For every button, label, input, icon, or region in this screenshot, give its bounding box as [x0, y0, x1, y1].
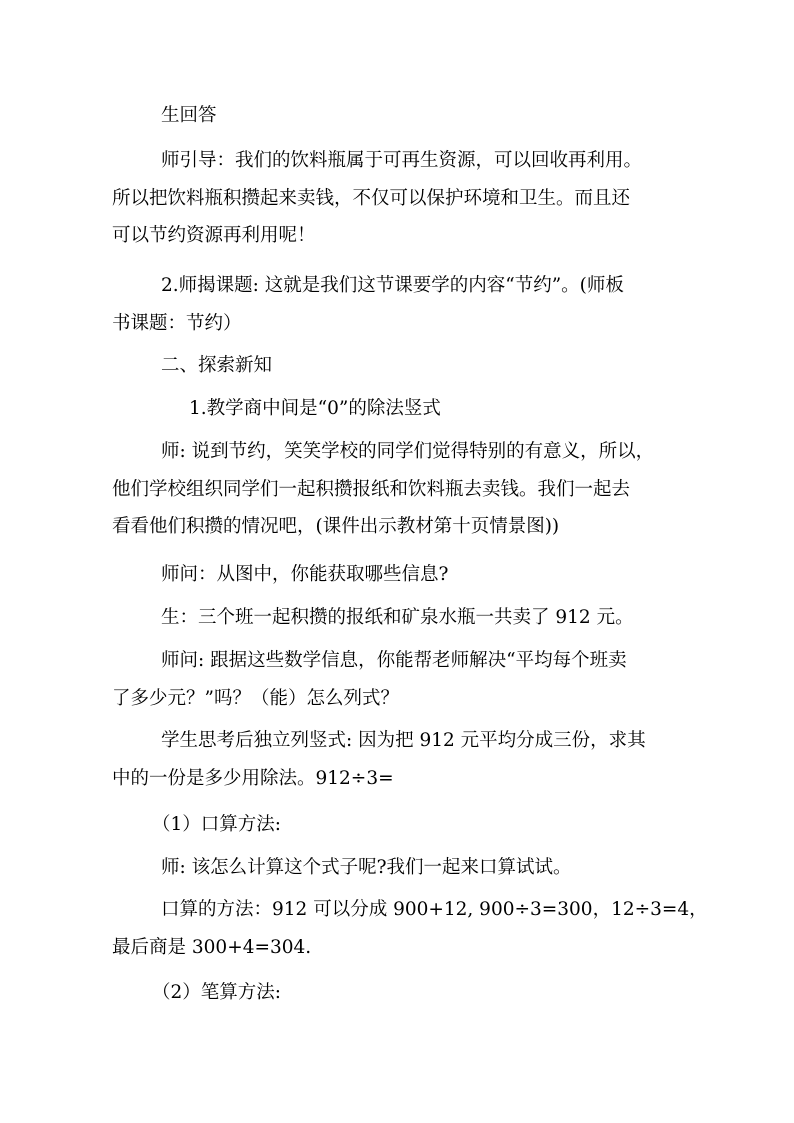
subsection-heading-division — [112, 390, 694, 428]
text-line: 最后商是 300+4=304. — [112, 936, 312, 958]
text-line: 二、探索新知 — [161, 355, 273, 376]
text-line: 学生思考后独立列竖式: 因为把 912 元平均分成三份，求其 — [161, 730, 646, 751]
paragraph-teacher-intro — [112, 433, 694, 546]
text-line: 师问: 跟据这些数学信息，你能帮老师解决“平均每个班卖 — [161, 650, 627, 671]
paragraph-student-thinking — [112, 722, 694, 797]
text-line: 生：三个班一起积攒的报纸和矿泉水瓶一共卖了 912 元。 — [161, 607, 634, 628]
paragraph-mental-calc — [112, 891, 708, 966]
text-line: （1）口算方法: — [152, 814, 282, 835]
text-line: 所以把饮料瓶积攒起来卖钱，不仅可以保护环境和卫生。而且还 — [112, 187, 631, 209]
text-line: 师引导：我们的饮料瓶属于可再生资源，可以回收再利用。 — [161, 150, 643, 171]
text-line: （2）笔算方法: — [152, 982, 282, 1003]
paragraph-student-answer — [112, 97, 694, 135]
section-heading-explore — [112, 347, 694, 385]
paragraph-reveal-topic — [112, 267, 694, 342]
text-line: 可以节约资源再利用呢！ — [112, 225, 316, 246]
text-line: 师问：从图中，你能获取哪些信息? — [161, 564, 449, 585]
text-line: 师: 说到节约，笑笑学校的同学们觉得特别的有意义，所以， — [161, 441, 655, 462]
heading-written-method — [112, 974, 694, 1012]
paragraph-teacher-question — [112, 556, 694, 594]
text-line: 1.教学商中间是“0”的除法竖式 — [189, 398, 441, 419]
text-line: 看看他们积攒的情况吧，(课件出示教材第十页情景图)) — [112, 516, 560, 537]
text-line: 了多少元？”吗？（能）怎么列式？ — [112, 687, 399, 709]
paragraph-teacher-calc — [112, 849, 694, 887]
text-line: 师: 该怎么计算这个式子呢?我们一起来口算试试。 — [161, 857, 572, 878]
text-line: 口算的方法：912 可以分成 900+12, 900÷3=300，12÷3=4， — [161, 899, 708, 920]
heading-mental-method — [112, 806, 694, 844]
text-line: 2.师揭课题: 这就是我们这节课要学的内容“节约”。(师板 — [161, 275, 624, 296]
text-line: 生回答 — [161, 105, 217, 126]
paragraph-teacher-guide — [112, 142, 694, 255]
text-line: 书课题：节约） — [112, 312, 242, 334]
paragraph-teacher-problem — [112, 642, 694, 717]
text-line: 他们学校组织同学们一起积攒报纸和饮料瓶去卖钱。我们一起去 — [112, 478, 631, 500]
text-line: 中的一份是多少用除法。912÷3= — [112, 767, 394, 789]
paragraph-student-info — [112, 599, 694, 637]
